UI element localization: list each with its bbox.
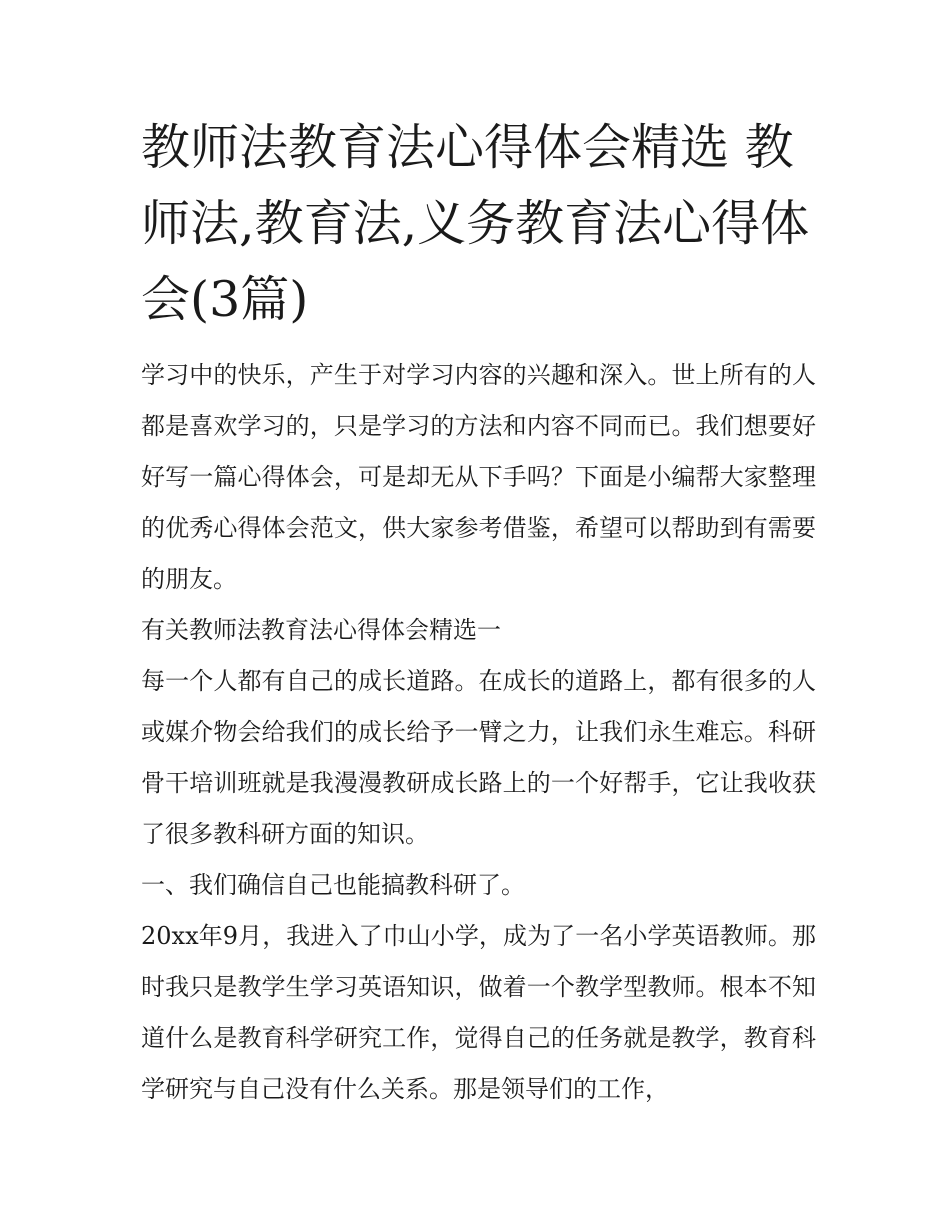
subsection-heading: 一、我们确信自己也能搞教科研了。	[141, 871, 525, 899]
body-paragraph: 20xx年9月，我进入了巾山小学，成为了一名小学英语教师。那时我只是教学生学习英语知识，做着一个教学型教师。根本不知道什么是教育科学研究工作，觉得自己的任务就是教学，教育科学研究与自己没有什么关系。那是领导们的工作，	[141, 922, 816, 1103]
document-body	[141, 110, 816, 1115]
section-heading: 有关教师法教育法心得体会精选一	[141, 616, 501, 644]
intro-paragraph: 学习中的快乐，产生于对学习内容的兴趣和深入。世上所有的人都是喜欢学习的，只是学习的方法和内容不同而已。我们想要好好写一篇心得体会，可是却无从下手吗？下面是小编帮大家整理的优秀心得体会范文，供大家参考借鉴，希望可以帮助到有需要的朋友。	[141, 361, 816, 593]
body-paragraph: 每一个人都有自己的成长道路。在成长的道路上，都有很多的人或媒介物会给我们的成长给予一臂之力，让我们永生难忘。科研骨干培训班就是我漫漫教研成长路上的一个好帮手，它让我收获了很多教科研方面的知识。	[141, 667, 816, 848]
document-title: 教师法教育法心得体会精选 教师法,教育法,义务教育法心得体会(3篇)	[141, 119, 810, 328]
